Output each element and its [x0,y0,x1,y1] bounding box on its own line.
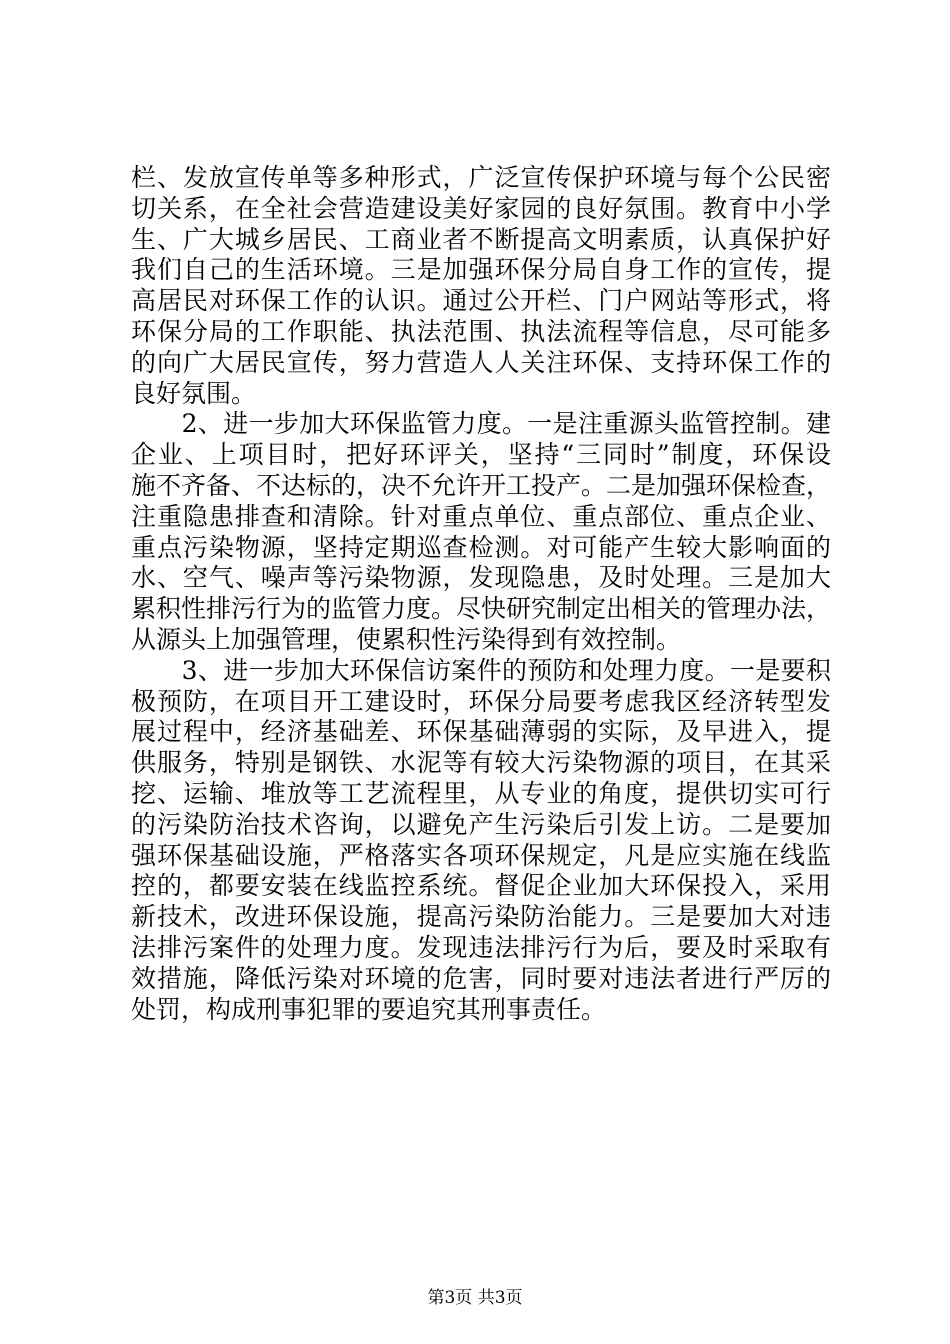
text-line: 极预防，在项目开工建设时，环保分局要考虑我区经济转型发 [131,686,831,716]
text-line: 强环保基础设施，严格落实各项环保规定，凡是应实施在线监 [131,840,831,870]
text-line: 3、进一步加大环保信访案件的预防和处理力度。一是要积 [131,655,831,685]
text-line: 挖、运输、堆放等工艺流程里，从专业的角度，提供切实可行 [131,778,831,808]
text-line: 施不齐备、不达标的，决不允许开工投产。二是加强环保检查， [131,470,832,500]
text-line: 控的，都要安装在线监控系统。督促企业加大环保投入，采用 [131,871,831,901]
page-number-footer: 第3页 共3页 [427,1288,523,1308]
text-line: 切关系，在全社会营造建设美好家园的良好氛围。教育中小学 [131,193,831,223]
text-line: 企业、上项目时，把好环评关，坚持“三同时”制度，环保设 [131,440,831,470]
text-line: 良好氛围。 [131,378,257,408]
text-line: 环保分局的工作职能、执法范围、执法流程等信息，尽可能多 [131,316,831,346]
text-line: 处罚，构成刑事犯罪的要追究其刑事责任。 [131,994,607,1024]
text-line: 栏、发放宣传单等多种形式，广泛宣传保护环境与每个公民密 [131,163,831,192]
text-line: 生、广大城乡居民、工商业者不断提高文明素质，认真保护好 [131,224,831,254]
text-line: 重点污染物源，坚持定期巡查检测。对可能产生较大影响面的 [131,532,831,562]
text-line: 从源头上加强管理，使累积性污染得到有效控制。 [131,624,682,654]
text-line: 水、空气、噪声等污染物源，发现隐患，及时处理。三是加大 [131,563,831,593]
text-line: 累积性排污行为的监管力度。尽快研究制定出相关的管理办法， [131,594,832,624]
text-line: 我们自己的生活环境。三是加强环保分局自身工作的宣传，提 [131,255,831,285]
text-line: 法排污案件的处理力度。发现违法排污行为后，要及时采取有 [131,932,831,962]
text-line: 新技术，改进环保设施，提高污染防治能力。三是要加大对违 [131,902,831,932]
text-line: 展过程中，经济基础差、环保基础薄弱的实际，及早进入，提 [131,717,831,747]
text-line: 2、进一步加大环保监管力度。一是注重源头监管控制。建 [131,409,831,439]
text-line: 效措施，降低污染对环境的危害，同时要对违法者进行严厉的 [131,963,831,993]
text-line: 的向广大居民宣传，努力营造人人关注环保、支持环保工作的 [131,347,831,377]
text-line: 注重隐患排查和清除。针对重点单位、重点部位、重点企业、 [131,501,831,531]
document-body [131,163,831,1025]
text-line: 高居民对环保工作的认识。通过公开栏、门户网站等形式，将 [131,286,831,316]
text-line: 的污染防治技术咨询，以避免产生污染后引发上访。二是要加 [131,809,831,839]
text-line: 供服务，特别是钢铁、水泥等有较大污染物源的项目，在其采 [131,748,831,778]
